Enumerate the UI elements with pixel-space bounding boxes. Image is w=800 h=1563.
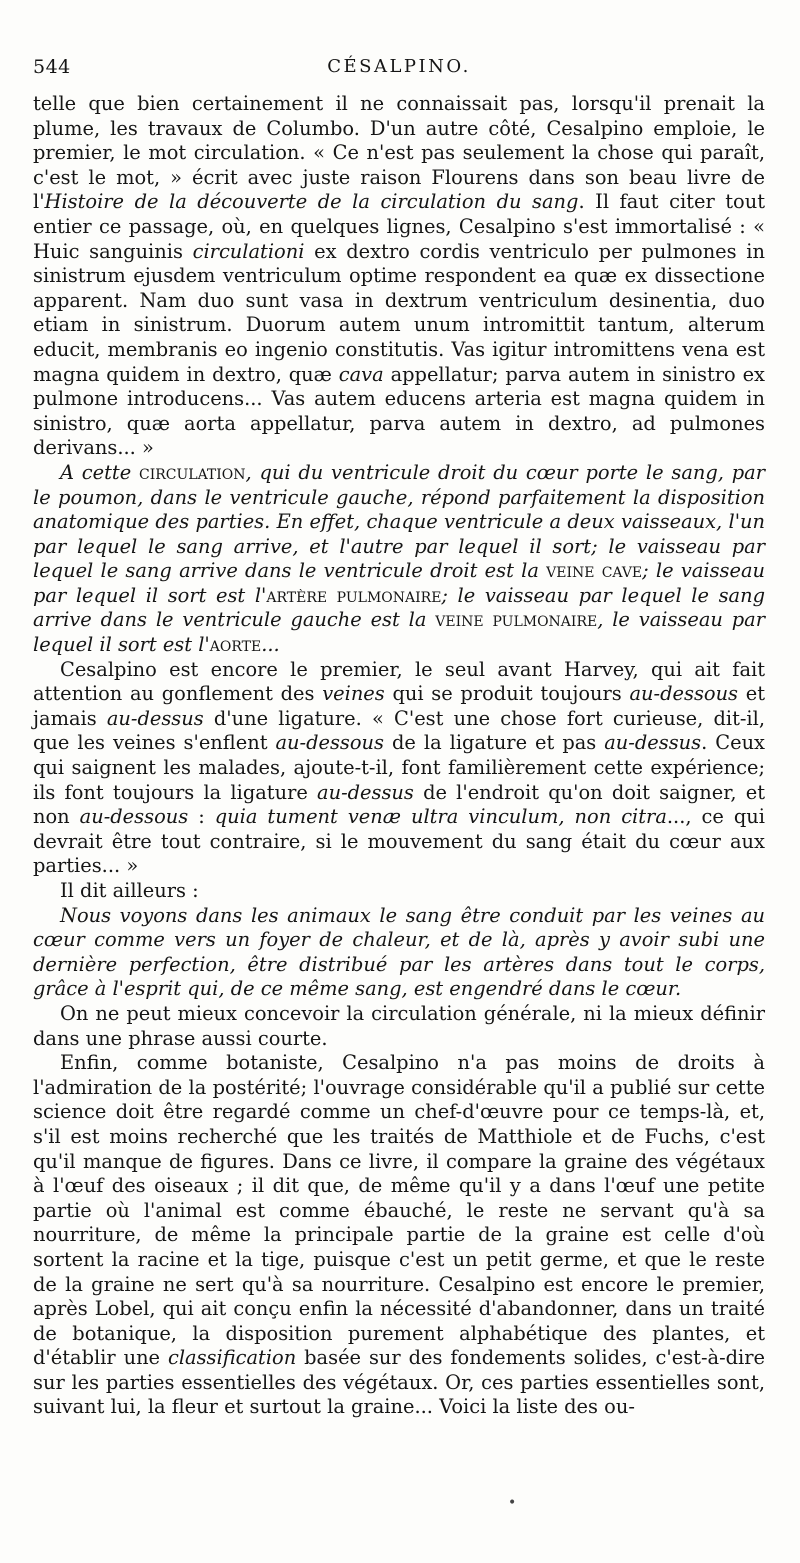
- italic-span: au-dessus: [317, 780, 414, 804]
- paragraph-1: [33, 92, 765, 461]
- paragraph-2: [33, 461, 765, 658]
- italic-span: ; le vaisseau par lequel il sort est l': [33, 559, 765, 607]
- paragraph-7: [33, 1051, 765, 1420]
- text-span: qui se produit toujours: [384, 682, 630, 706]
- text-span: ..., ce qui devrait être tout contraire, si le mouvement du sang était du cœur aux parties... »: [33, 805, 765, 878]
- body-text: [33, 92, 765, 1420]
- running-head: CÉSALPINO.: [327, 56, 471, 77]
- italic-span: , le vaisseau par lequel il sort est l': [33, 608, 765, 657]
- text-span: telle que bien certainement il ne connaissait pas, lorsqu'il prenait la plume, les travaux de Columbo. D'un autre côté, Cesalpino emploie, le premier, le mot circulation. « Ce n'est pas seulement la chose qui paraît, c'est le mot, » écrit avec juste raison Flourens dans son beau livre de l': [33, 92, 765, 214]
- italic-span: classification: [167, 1346, 297, 1370]
- paragraph-5: [33, 904, 765, 1002]
- page-header: [33, 56, 765, 86]
- paragraph-4: [33, 879, 765, 904]
- italic-span: au-dessous: [275, 731, 384, 755]
- text-span: . Il faut citer tout entier ce passage, où, en quelques lignes, Cesalpino s'est immortalisé : « Huic sanguinis: [33, 190, 766, 263]
- italic-span: au-dessus: [604, 731, 702, 755]
- text-span: Cesalpino est encore le premier, le seul avant Harvey, qui ait fait attention au gonflement des: [33, 657, 765, 706]
- small-caps-span: veine pulmonaire: [435, 608, 598, 632]
- italic-span: au-dessous: [629, 682, 739, 706]
- text-span: Enfin, comme botaniste, Cesalpino n'a pas moins de droits à l'admiration de la postérité; l'ouvrage considérable qu'il a publié sur cette science doit être regardé comme un chef-d'œuvre pour ce temps-là, et, s'il est moins recherché que les traités de Matthiole et de Fuchs, c'est qu'il manque de figures. Dans ce livre, il compare la graine des végétaux à l'œuf des oiseaux ; il dit que, de même qu'il y a dans l'œuf une petite partie où l'animal est comme ébauché, le reste ne servant qu'à sa nourriture, de même la principale partie de la graine est celle d'où sortent la racine et la tige, puisque c'est un petit germe, et que le reste de la graine ne sert qu'à sa nourriture. Cesalpino est encore le premier, après Lobel, qui ait conçu enfin la nécessité d'abandonner, dans un traité de botanique, la disposition purement alphabétique des plantes, et d'établir une: [33, 1051, 765, 1370]
- text-span: de l'endroit qu'on doit saigner, et non: [33, 780, 765, 829]
- printer-mark: •: [508, 1495, 517, 1511]
- text-span: basée sur des fondements solides, c'est-à-dire sur les parties essentielles des végétaux. Or, ces parties essentielles sont, suivant lui, la fleur et surtout la graine... Voici la liste des ou-: [33, 1346, 765, 1419]
- small-caps-span: circulation: [138, 460, 246, 484]
- italic-span: Nous voyons dans les animaux le sang être conduit par les veines au cœur comme vers un foyer de chaleur, et de là, après y avoir subi une dernière perfection, être distribué par les artères dans tout le corps, grâce à l'esprit qui, de ce même sang, est engendré dans le cœur.: [33, 903, 765, 1001]
- italic-span: Histoire de la découverte de la circulation du sang: [44, 190, 579, 214]
- italic-span: cava: [338, 362, 384, 386]
- small-caps-span: veine cave: [546, 559, 643, 583]
- text-span: Il dit ailleurs :: [60, 879, 199, 902]
- italic-span: au-dessus: [106, 706, 204, 730]
- small-caps-span: aorte: [209, 633, 262, 657]
- italic-span: quia tument venæ ultra vinculum, non citra: [214, 805, 667, 829]
- italic-span: au-dessous: [79, 805, 189, 829]
- small-caps-span: artère pulmonaire: [266, 583, 442, 607]
- page-number: 544: [33, 56, 71, 78]
- italic-span: circulationi: [192, 239, 305, 263]
- italic-span: ; le vaisseau par lequel le sang arrive dans le ventricule gauche est la: [33, 583, 765, 632]
- text-span: et jamais: [33, 682, 766, 730]
- paragraph-6: [33, 1002, 765, 1051]
- paragraph-3: [33, 658, 765, 879]
- italic-span: , qui du ventricule droit du cœur porte le sang, par le poumon, dans le ventricule gauche, répond parfaitement la disposition anatomique des parties. En effet, chaque ventricule a deux vaisseaux, l'un par lequel le sang arrive, et l'autre par lequel il sort; le vaisseau par lequel le sang arrive dans le ventricule droit est la: [33, 460, 765, 583]
- text-span: . Ceux qui saignent les malades, ajoute-t-il, font familièrement cette expérience; ils font toujours la ligature: [33, 731, 765, 804]
- italic-span: ...: [261, 633, 280, 657]
- text-span: :: [188, 805, 215, 829]
- text-span: d'une ligature. « C'est une chose fort curieuse, dit-il, que les veines s'enflent: [33, 706, 765, 755]
- italic-span: A cette: [60, 460, 139, 484]
- text-span: de la ligature et pas: [384, 731, 605, 755]
- text-span: On ne peut mieux concevoir la circulation générale, ni la mieux définir dans une phrase aussi courte.: [33, 1001, 765, 1050]
- italic-span: veines: [322, 682, 385, 706]
- text-span: ex dextro cordis ventriculo per pulmones in sinistrum ejusdem ventriculum optime respondent ea quæ ex dissectione apparent. Nam duo sunt vasa in dextrum ventriculum desinentia, duo etiam in sinistrum. Duorum autem unum intromittit tantum, alterum educit, membranis eo ingenio constitutis. Vas igitur intromittens vena est magna quidem in dextro, quæ: [33, 239, 765, 386]
- text-span: appellatur; parva autem in sinistro ex pulmone introducens... Vas autem educens arteria est magna quidem in sinistro, quæ aorta appellatur, parva autem in dextro, ad pulmones derivans... »: [33, 362, 765, 460]
